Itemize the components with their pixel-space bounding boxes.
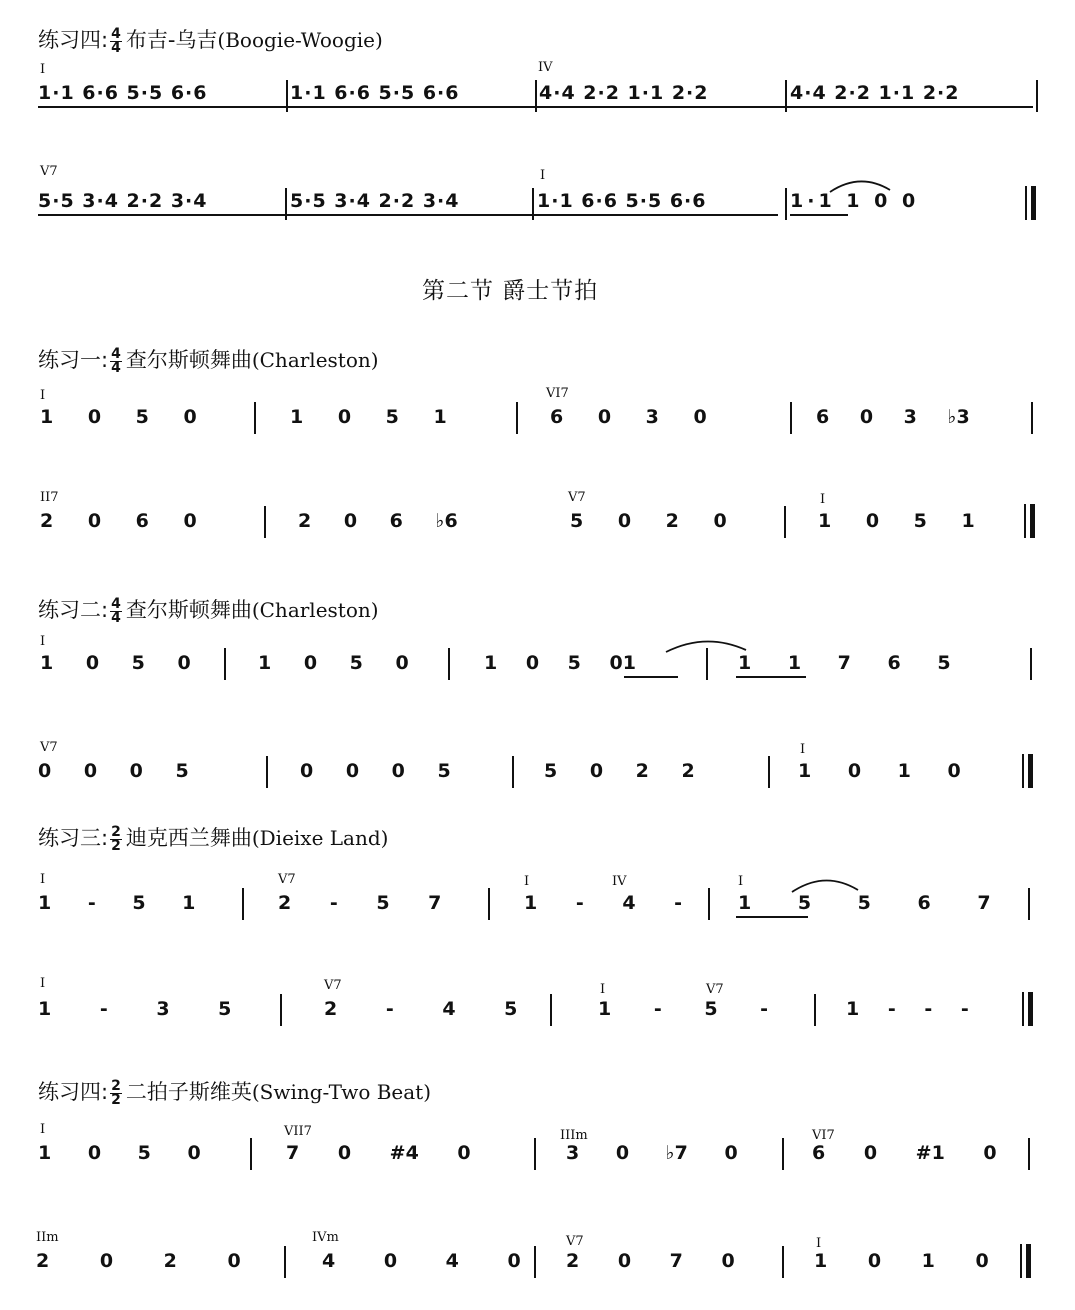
barline [250, 1138, 252, 1170]
final-barline [1024, 504, 1026, 538]
barline [790, 402, 792, 434]
barline [782, 1138, 784, 1170]
barline [1030, 648, 1032, 680]
measure: 2 - 4 5 [324, 998, 518, 1020]
chord-symbol: V7 [706, 982, 724, 997]
barline [280, 994, 282, 1026]
final-barline [1025, 186, 1027, 220]
measure: 1 0 5 1 [818, 510, 975, 532]
measure: 1 0 5 1 [290, 406, 447, 428]
barline [768, 756, 770, 788]
beam-underline [736, 916, 808, 918]
time-signature: $\frac{4}{4}$ [111, 595, 121, 626]
final-barline [1031, 186, 1036, 220]
barline [534, 1246, 536, 1278]
barline [534, 1138, 536, 1170]
barline [784, 506, 786, 538]
measure: 4·4 2·2 1·1 2·2 [790, 82, 960, 104]
chord-symbol: V7 [566, 1234, 584, 1249]
chord-symbol: I [800, 742, 806, 757]
chord-symbol: I [40, 872, 46, 887]
barline [782, 1246, 784, 1278]
beam-underline [38, 106, 1033, 108]
measure: 1 5 5 6 7 [738, 892, 991, 914]
measure: 6 0 3 ♭3 [816, 406, 970, 428]
beam-underline [736, 676, 806, 678]
exercise-title: 练习三: $\frac{2}{2}$ 迪克西兰舞曲(Dieixe Land) [38, 823, 389, 854]
chord-symbol: I [738, 874, 744, 889]
measure: 5 0 2 0 [570, 510, 727, 532]
chord-symbol: I [820, 492, 826, 507]
measure: 5·5 3·4 2·2 3·4 [38, 190, 208, 212]
chord-symbol: V7 [324, 978, 342, 993]
barline [785, 188, 787, 220]
exercise-title: 练习四: $\frac{2}{2}$ 二拍子斯维英(Swing-Two Beat) [38, 1077, 432, 1108]
chord-symbol: IIm [36, 1230, 59, 1245]
exercise-title: 练习一: $\frac{4}{4}$ 查尔斯顿舞曲(Charleston) [38, 345, 379, 376]
beam-underline [38, 214, 778, 216]
measure: 3 0 ♭7 0 [566, 1142, 738, 1164]
measure: 1 0 1 0 [814, 1250, 989, 1272]
measure: 1 0 1 0 [798, 760, 961, 782]
barline [516, 402, 518, 434]
chord-symbol: I [600, 982, 606, 997]
barline [1036, 80, 1038, 112]
chord-symbol: V7 [40, 740, 58, 755]
exercise-title: 练习二: $\frac{4}{4}$ 查尔斯顿舞曲(Charleston) [38, 595, 379, 626]
measure: 1·1 1 0 0 [790, 190, 920, 212]
barline [284, 1246, 286, 1278]
measure: 1 0 5 01 [484, 652, 636, 674]
measure: 2 - 5 7 [278, 892, 442, 914]
measure: 1 - 3 5 [38, 998, 232, 1020]
chord-symbol: V7 [40, 164, 58, 179]
measure: 1 1 7 6 5 [738, 652, 951, 674]
chord-symbol: II7 [40, 490, 59, 505]
measure: 1 0 5 0 [40, 652, 191, 674]
chord-symbol: I [40, 62, 46, 77]
measure: 1 0 5 0 [40, 406, 197, 428]
chord-symbol: IIIm [560, 1128, 588, 1143]
time-signature: $\frac{2}{2}$ [111, 1077, 121, 1108]
time-signature: $\frac{4}{4}$ [111, 345, 121, 376]
barline [708, 888, 710, 920]
barline [264, 506, 266, 538]
chord-symbol: VI7 [546, 386, 569, 401]
tie-slur [664, 638, 748, 654]
measure: 1 - 5 - [598, 998, 769, 1020]
chord-symbol: V7 [568, 490, 586, 505]
final-barline [1022, 992, 1024, 1026]
barline [512, 756, 514, 788]
measure: 7 0 #4 0 [286, 1142, 471, 1164]
time-signature: $\frac{2}{2}$ [111, 823, 121, 854]
measure: 1 - 4 - [524, 892, 683, 914]
beam-underline [790, 214, 848, 216]
measure: 1 0 5 0 [258, 652, 409, 674]
chord-symbol: I [540, 168, 546, 183]
measure: 2 0 7 0 [566, 1250, 735, 1272]
final-barline [1020, 1244, 1022, 1278]
measure: 2 0 6 0 [40, 510, 197, 532]
measure: 0 0 0 5 [300, 760, 451, 782]
barline [1031, 402, 1033, 434]
chord-symbol: VII7 [284, 1124, 312, 1139]
measure: 2 0 6 ♭6 [298, 510, 458, 532]
measure: 0 0 0 5 [38, 760, 189, 782]
final-barline [1026, 1244, 1031, 1278]
barline [448, 648, 450, 680]
measure: 1·1 6·6 5·5 6·6 [38, 82, 208, 104]
measure: 1 - - - [846, 998, 969, 1020]
barline [242, 888, 244, 920]
chord-symbol: VI7 [812, 1128, 835, 1143]
tie-slur [790, 876, 860, 894]
barline [814, 994, 816, 1026]
chord-symbol: I [40, 1122, 46, 1137]
measure: 6 0 #1 0 [812, 1142, 997, 1164]
chord-symbol: IV [538, 60, 553, 75]
barline [550, 994, 552, 1026]
barline [224, 648, 226, 680]
measure: 4·4 2·2 1·1 2·2 [539, 82, 709, 104]
measure: 4 0 4 0 [322, 1250, 521, 1272]
final-barline [1022, 754, 1024, 788]
chord-symbol: I [816, 1236, 822, 1251]
final-barline [1028, 992, 1033, 1026]
chord-symbol: I [40, 634, 46, 649]
measure: 1·1 6·6 5·5 6·6 [290, 82, 460, 104]
chord-symbol: IVm [312, 1230, 339, 1245]
chord-symbol: I [40, 388, 46, 403]
tie-slur [828, 178, 892, 194]
barline [266, 756, 268, 788]
measure: 5·5 3·4 2·2 3·4 [290, 190, 460, 212]
measure: 1 0 5 0 [38, 1142, 201, 1164]
barline [1028, 1138, 1030, 1170]
final-barline [1028, 754, 1033, 788]
final-barline [1030, 504, 1035, 538]
chord-symbol: I [40, 976, 46, 991]
chord-symbol: I [524, 874, 530, 889]
measure: 2 0 2 0 [36, 1250, 241, 1272]
barline [1028, 888, 1030, 920]
measure: 1 - 5 1 [38, 892, 196, 914]
measure: 1·1 6·6 5·5 6·6 [537, 190, 707, 212]
chord-symbol: IV [612, 874, 627, 889]
chord-symbol: V7 [278, 872, 296, 887]
barline [254, 402, 256, 434]
measure: 6 0 3 0 [550, 406, 707, 428]
exercise-title: 练习四: $\frac{4}{4}$ 布吉-乌吉(Boogie-Woogie) [38, 25, 383, 56]
barline [488, 888, 490, 920]
measure: 5 0 2 2 [544, 760, 695, 782]
beam-underline [624, 676, 678, 678]
time-signature: $\frac{4}{4}$ [111, 25, 121, 56]
section-title: 第二节 爵士节拍 [422, 278, 599, 304]
